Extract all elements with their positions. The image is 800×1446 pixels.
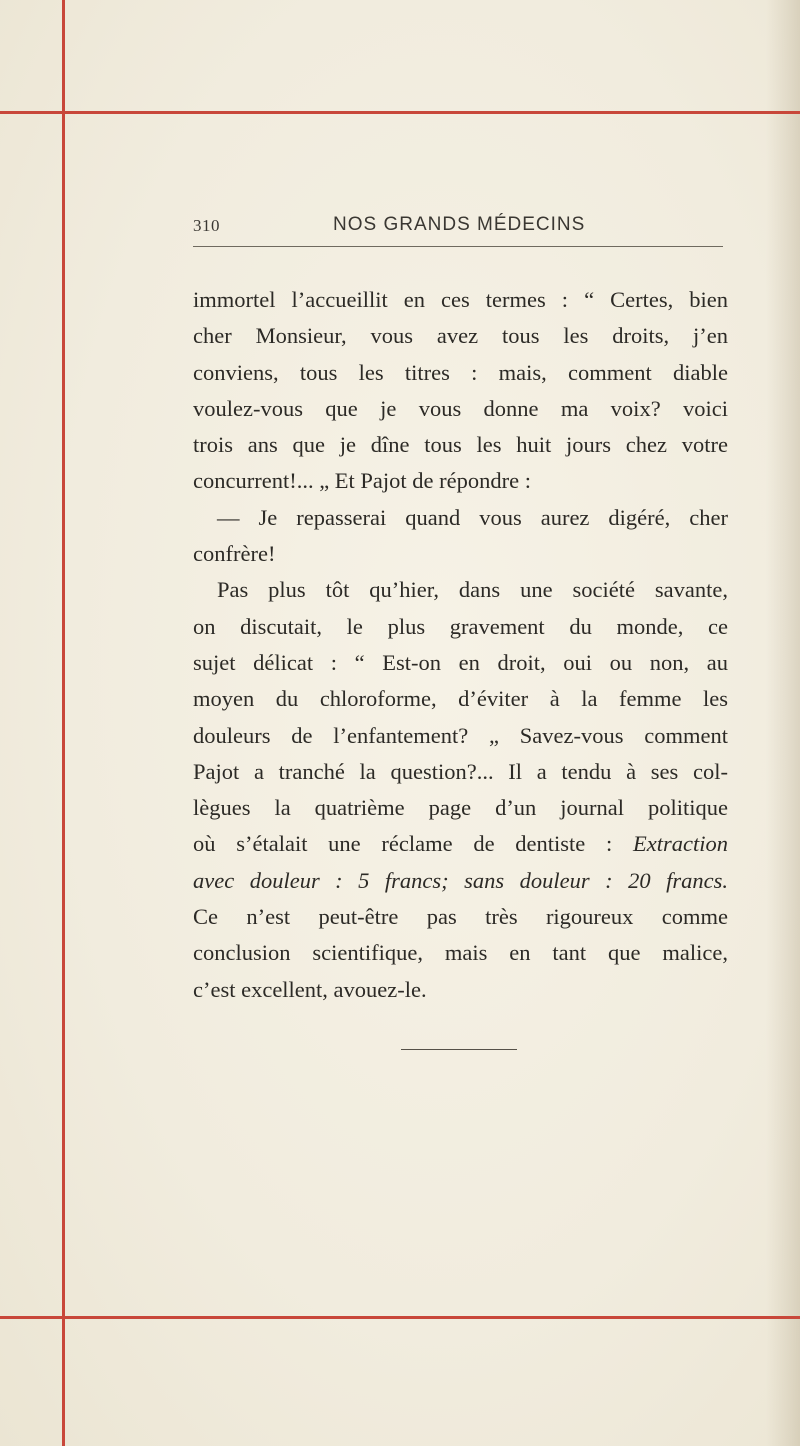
text-line (193, 718, 728, 754)
italic-segment: avec douleur : 5 francs; sans douleur : 20 francs. (193, 867, 728, 893)
running-title: NOS GRANDS MÉDECINS (333, 214, 586, 235)
text-segment: conclusion scientifique, mais en tant que malice, (193, 940, 728, 966)
text-segment: où s’étalait une réclame de dentiste : (193, 831, 634, 857)
text-segment: immortel l’accueillit en ces termes : “ Certes, bien (193, 287, 728, 312)
text-line (193, 645, 728, 681)
text-line (193, 754, 728, 790)
text-segment: concurrent!... „ Et Pajot de répondre : (193, 468, 531, 494)
text-segment: cher Monsieur, vous avez tous les droits, j’en (193, 323, 728, 349)
text-segment: on discutait, le plus gravement du monde, ce (193, 613, 728, 639)
page-number: 310 (193, 216, 220, 235)
text-line (193, 863, 728, 899)
text-segment: c’est excellent, avouez-le. (193, 976, 427, 1002)
text-segment: Ce n’est peut-être pas très rigoureux comme (193, 904, 728, 930)
italic-segment: Extraction (633, 831, 728, 857)
text-line (193, 391, 728, 427)
text-segment: confrère! (193, 541, 276, 567)
text-segment: moyen du chloroforme, d’éviter à la femme les (193, 686, 728, 712)
text-line (193, 790, 728, 826)
header-rule (193, 246, 723, 247)
text-line (193, 427, 728, 463)
text-line (193, 609, 728, 645)
margin-rule-top (0, 111, 800, 114)
end-rule (401, 1049, 517, 1050)
running-head (193, 212, 729, 244)
text-segment: sujet délicat : “ Est-on en droit, oui ou non, au (193, 649, 728, 675)
text-line (193, 318, 728, 354)
text-segment: voulez-vous que je vous donne ma voix? voici (193, 395, 728, 421)
text-line (193, 282, 728, 318)
body-text (193, 282, 728, 1008)
text-line (193, 899, 728, 935)
text-line (193, 972, 728, 1008)
text-segment: Pas plus tôt qu’hier, dans une société savante, (217, 577, 728, 603)
text-line (193, 572, 728, 608)
text-segment: lègues la quatrième page d’un journal politique (193, 795, 728, 821)
text-line (193, 681, 728, 717)
text-line (193, 463, 728, 499)
text-segment: Pajot a tranché la question?... Il a tendu à ses col- (193, 758, 728, 784)
margin-rule-vertical (62, 0, 65, 1446)
text-line (193, 500, 728, 536)
text-line (193, 355, 728, 391)
text-segment: conviens, tous les titres : mais, comment diable (193, 359, 728, 385)
text-line (193, 935, 728, 971)
margin-rule-bottom (0, 1316, 800, 1319)
text-segment: — Je repasserai quand vous aurez digéré, cher (217, 504, 728, 530)
text-segment: douleurs de l’enfantement? „ Savez-vous comment (193, 722, 728, 748)
text-line (193, 536, 728, 572)
text-line (193, 826, 728, 862)
text-segment: trois ans que je dîne tous les huit jours chez votre (193, 432, 728, 458)
page-edge-shadow (766, 0, 800, 1446)
